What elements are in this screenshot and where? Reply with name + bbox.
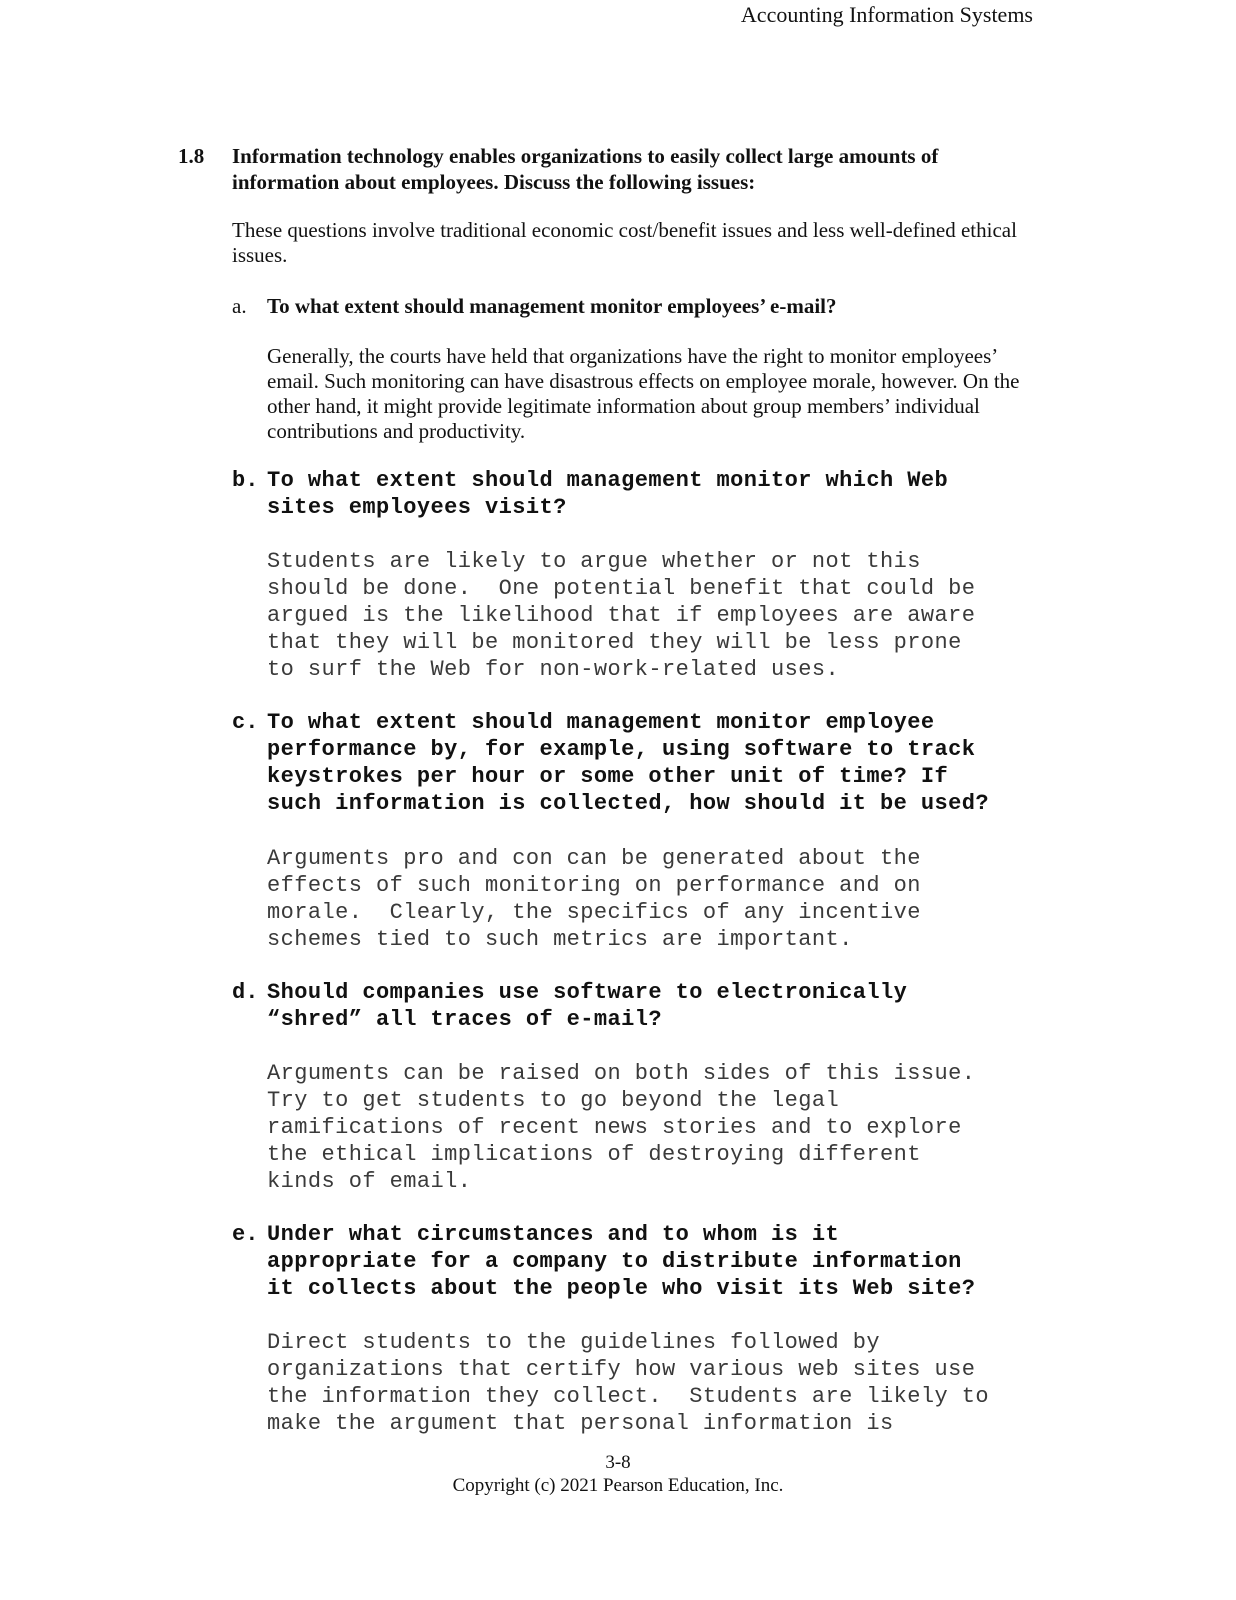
- subquestion-label: d.: [232, 980, 259, 1005]
- subquestion-label: b.: [232, 468, 259, 493]
- subquestion-answer: Direct students to the guidelines followed by organizations that certify how various web sites use the information they collect. Students are likely to make the argument that personal information is: [267, 1330, 989, 1436]
- question-number: 1.8: [178, 144, 205, 168]
- subquestion-text: Under what circumstances and to whom is it appropriate for a company to distribute information it collects about the people who visit its Web site?: [267, 1222, 976, 1301]
- subquestion-text: To what extent should management monitor employees’ e-mail?: [267, 294, 837, 318]
- subquestion-label: e.: [232, 1222, 259, 1247]
- question-intro: These questions involve traditional economic cost/benefit issues and less well-defined ethical issues.: [232, 218, 1017, 267]
- running-header: Accounting Information Systems: [740, 2, 1033, 27]
- subquestion-label: a.: [232, 294, 247, 318]
- question-text: Information technology enables organizations to easily collect large amounts of information about employees. Discuss the following issues:: [232, 144, 939, 194]
- subquestion-text: To what extent should management monitor which Web sites employees visit?: [267, 468, 949, 520]
- subquestion-answer: Arguments pro and con can be generated about the effects of such monitoring on performance and on morale. Clearly, the specifics of any incentive schemes tied to such metrics are important.: [267, 846, 921, 952]
- subquestion-text: To what extent should management monitor employee performance by, for example, using software to track keystrokes per hour or some other unit of time? If such information is collected, how should it be used?: [267, 710, 989, 816]
- subquestion-text: Should companies use software to electronically “shred” all traces of e-mail?: [267, 980, 908, 1032]
- subquestion-answer: Arguments can be raised on both sides of this issue. Try to get students to go beyond the legal ramifications of recent news stories and to explore the ethical implications of destroying different kinds of email.: [267, 1061, 976, 1194]
- page-number: 3-8: [605, 1452, 631, 1473]
- subquestion-answer: Generally, the courts have held that organizations have the right to monitor employees’ email. Such monitoring can have disastrous effects on employee morale, however. On the other hand, it might provide legitimate information about group members’ individual contributions and productivity.: [267, 344, 1020, 443]
- copyright-notice: Copyright (c) 2021 Pearson Education, Inc.: [452, 1475, 784, 1496]
- subquestion-label: c.: [232, 710, 259, 735]
- subquestion-answer: Students are likely to argue whether or not this should be done. One potential benefit that could be argued is the likelihood that if employees are aware that they will be monitored they will be less prone to surf the Web for non-work-related uses.: [267, 549, 976, 682]
